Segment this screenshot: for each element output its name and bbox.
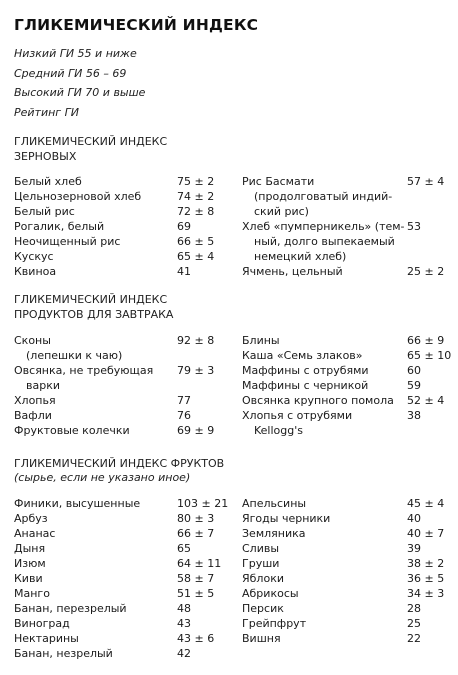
food-name: Сконы (14, 334, 51, 347)
list-item (242, 174, 452, 189)
food-name: Манго (14, 587, 50, 600)
food-name: варки (26, 379, 60, 392)
food-name: Квиноа (14, 265, 57, 278)
food-name: Арбуз (14, 512, 48, 525)
gi-value: 25 (407, 617, 421, 630)
food-name: Нектарины (14, 632, 79, 645)
list-item (14, 174, 224, 189)
breakfast-heading-line-1: ГЛИКЕМИЧЕСКИЙ ИНДЕКС (14, 293, 168, 306)
list-item (242, 541, 452, 556)
list-item (242, 616, 452, 631)
list-item (14, 348, 224, 363)
gi-value: 39 (407, 542, 421, 555)
fruits-note: (сырье, если не указано иное) (14, 471, 191, 484)
fruits-right-list (242, 496, 452, 646)
gi-value: 43 ± 6 (177, 632, 215, 645)
gi-value: 38 (407, 409, 421, 422)
food-name: Яблоки (242, 572, 284, 585)
gi-value: 79 ± 3 (177, 364, 215, 377)
gi-value: 80 ± 3 (177, 512, 215, 525)
food-name: ский рис) (254, 205, 309, 218)
gi-value: 75 ± 2 (177, 175, 215, 188)
gi-value: 69 (177, 220, 191, 233)
food-name: Белый рис (14, 205, 75, 218)
food-name: Каша «Семь злаков» (242, 349, 363, 362)
food-name: Апельсины (242, 497, 307, 510)
gi-value: 58 ± 7 (177, 572, 215, 585)
list-item (242, 511, 452, 526)
list-item (14, 189, 224, 204)
food-name: Изюм (14, 557, 46, 570)
gi-value: 43 (177, 617, 191, 630)
list-item (14, 249, 224, 264)
food-name: Ячмень, цельный (242, 265, 343, 278)
list-item (242, 601, 452, 616)
list-item (14, 631, 224, 646)
gi-value: 45 ± 4 (407, 497, 445, 510)
gi-value: 66 ± 5 (177, 235, 215, 248)
gi-value: 72 ± 8 (177, 205, 215, 218)
food-name: Банан, перезрелый (14, 602, 127, 615)
list-item (242, 408, 452, 423)
list-item (14, 556, 224, 571)
list-item (14, 219, 224, 234)
grains-heading (14, 134, 314, 164)
gi-value: 40 (407, 512, 421, 525)
food-name: Овсянка, не требующая (14, 364, 154, 377)
food-name: Дыня (14, 542, 46, 555)
food-name: Грейпфрут (242, 617, 307, 630)
list-item (14, 234, 224, 249)
list-item (14, 511, 224, 526)
list-item (14, 378, 224, 393)
breakfast-heading (14, 292, 314, 322)
grains-heading-line-1: ГЛИКЕМИЧЕСКИЙ ИНДЕКС (14, 135, 168, 148)
food-name: Хлопья (14, 394, 56, 407)
list-item (14, 541, 224, 556)
gi-value: 42 (177, 647, 191, 660)
gi-value: 66 ± 9 (407, 334, 445, 347)
food-name: Маффины с отрубями (242, 364, 369, 377)
list-item (242, 556, 452, 571)
food-name: Сливы (242, 542, 280, 555)
food-name: Финики, высушенные (14, 497, 141, 510)
food-name: Хлеб «пумперникель» (тем- (242, 220, 405, 233)
food-name: Хлопья с отрубями (242, 409, 353, 422)
food-name: Маффины с черникой (242, 379, 369, 392)
gi-value: 65 (177, 542, 191, 555)
food-name: (лепешки к чаю) (26, 349, 123, 362)
list-item (242, 333, 452, 348)
list-item (14, 571, 224, 586)
list-item (242, 204, 452, 219)
food-name: Абрикосы (242, 587, 299, 600)
list-item (242, 586, 452, 601)
list-item (14, 408, 224, 423)
list-item (14, 264, 224, 279)
gi-value: 65 ± 10 (407, 349, 452, 362)
gi-value: 52 ± 4 (407, 394, 445, 407)
gi-value: 36 ± 5 (407, 572, 445, 585)
food-name: (продолговатый индий- (254, 190, 393, 203)
gi-value: 77 (177, 394, 191, 407)
gi-value: 92 ± 8 (177, 334, 215, 347)
gi-value: 34 ± 3 (407, 587, 445, 600)
food-name: ный, долго выпекаемый (254, 235, 395, 248)
food-name: Кускус (14, 250, 54, 263)
list-item (14, 393, 224, 408)
list-item (242, 264, 452, 279)
food-name: Овсянка крупного помола (242, 394, 394, 407)
list-item (242, 378, 452, 393)
list-item (14, 423, 224, 438)
food-name: Блины (242, 334, 280, 347)
food-name: Персик (242, 602, 284, 615)
gi-value: 25 ± 2 (407, 265, 445, 278)
grains-heading-line-2: ЗЕРНОВЫХ (14, 150, 77, 163)
list-item (14, 333, 224, 348)
gi-legend (14, 44, 145, 122)
gi-value: 64 ± 11 (177, 557, 222, 570)
breakfast-right-list (242, 333, 452, 438)
gi-value: 59 (407, 379, 421, 392)
legend-medium: Средний ГИ 56 – 69 (14, 66, 127, 80)
list-item (14, 363, 224, 378)
legend-high: Высокий ГИ 70 и выше (14, 86, 146, 99)
food-name: Неочищенный рис (14, 235, 121, 248)
list-item (242, 234, 452, 249)
food-name: немецкий хлеб) (254, 250, 347, 263)
gi-value: 22 (407, 632, 421, 645)
food-name: Киви (14, 572, 43, 585)
legend-low: Низкий ГИ 55 и ниже (14, 47, 137, 60)
page-title: ГЛИКЕМИЧЕСКИЙ ИНДЕКС (14, 16, 259, 34)
gi-value: 41 (177, 265, 191, 278)
list-item (242, 423, 452, 438)
food-name: Банан, незрелый (14, 647, 113, 660)
gi-value: 69 ± 9 (177, 424, 215, 437)
list-item (14, 646, 224, 661)
gi-value: 76 (177, 409, 191, 422)
list-item (242, 189, 452, 204)
gi-value: 51 ± 5 (177, 587, 215, 600)
food-name: Ягоды черники (242, 512, 331, 525)
gi-value: 48 (177, 602, 191, 615)
gi-value: 53 (407, 220, 421, 233)
list-item (14, 204, 224, 219)
list-item (242, 348, 452, 363)
breakfast-heading-line-2: ПРОДУКТОВ ДЛЯ ЗАВТРАКА (14, 308, 174, 321)
list-item (242, 526, 452, 541)
fruits-left-list (14, 496, 229, 661)
breakfast-left-list (14, 333, 224, 438)
gi-value: 38 ± 2 (407, 557, 445, 570)
gi-value: 40 ± 7 (407, 527, 445, 540)
food-name: Kellogg's (254, 424, 303, 437)
list-item (14, 496, 229, 511)
grains-right-list (242, 174, 452, 279)
food-name: Виноград (14, 617, 70, 630)
food-name: Вишня (242, 632, 281, 645)
gi-value: 74 ± 2 (177, 190, 215, 203)
gi-value: 57 ± 4 (407, 175, 445, 188)
list-item (242, 219, 452, 234)
grains-left-list (14, 174, 224, 279)
food-name: Вафли (14, 409, 52, 422)
list-item (242, 393, 452, 408)
food-name: Груши (242, 557, 280, 570)
list-item (14, 601, 224, 616)
gi-value: 28 (407, 602, 421, 615)
list-item (14, 586, 224, 601)
food-name: Рогалик, белый (14, 220, 105, 233)
food-name: Белый хлеб (14, 175, 82, 188)
list-item (242, 249, 452, 264)
fruits-heading-line-1: ГЛИКЕМИЧЕСКИЙ ИНДЕКС ФРУКТОВ (14, 457, 225, 470)
gi-value: 65 ± 4 (177, 250, 215, 263)
list-item (14, 526, 224, 541)
fruits-heading (14, 456, 314, 471)
gi-value: 66 ± 7 (177, 527, 215, 540)
food-name: Рис Басмати (242, 175, 315, 188)
food-name: Цельнозерновой хлеб (14, 190, 142, 203)
list-item (242, 496, 452, 511)
gi-value: 60 (407, 364, 421, 377)
gi-value: 103 ± 21 (177, 497, 229, 510)
food-name: Ананас (14, 527, 56, 540)
list-item (14, 616, 224, 631)
food-name: Фруктовые колечки (14, 424, 130, 437)
list-item (242, 571, 452, 586)
legend-rating: Рейтинг ГИ (14, 105, 79, 119)
food-name: Земляника (242, 527, 306, 540)
list-item (242, 631, 452, 646)
list-item (242, 363, 452, 378)
